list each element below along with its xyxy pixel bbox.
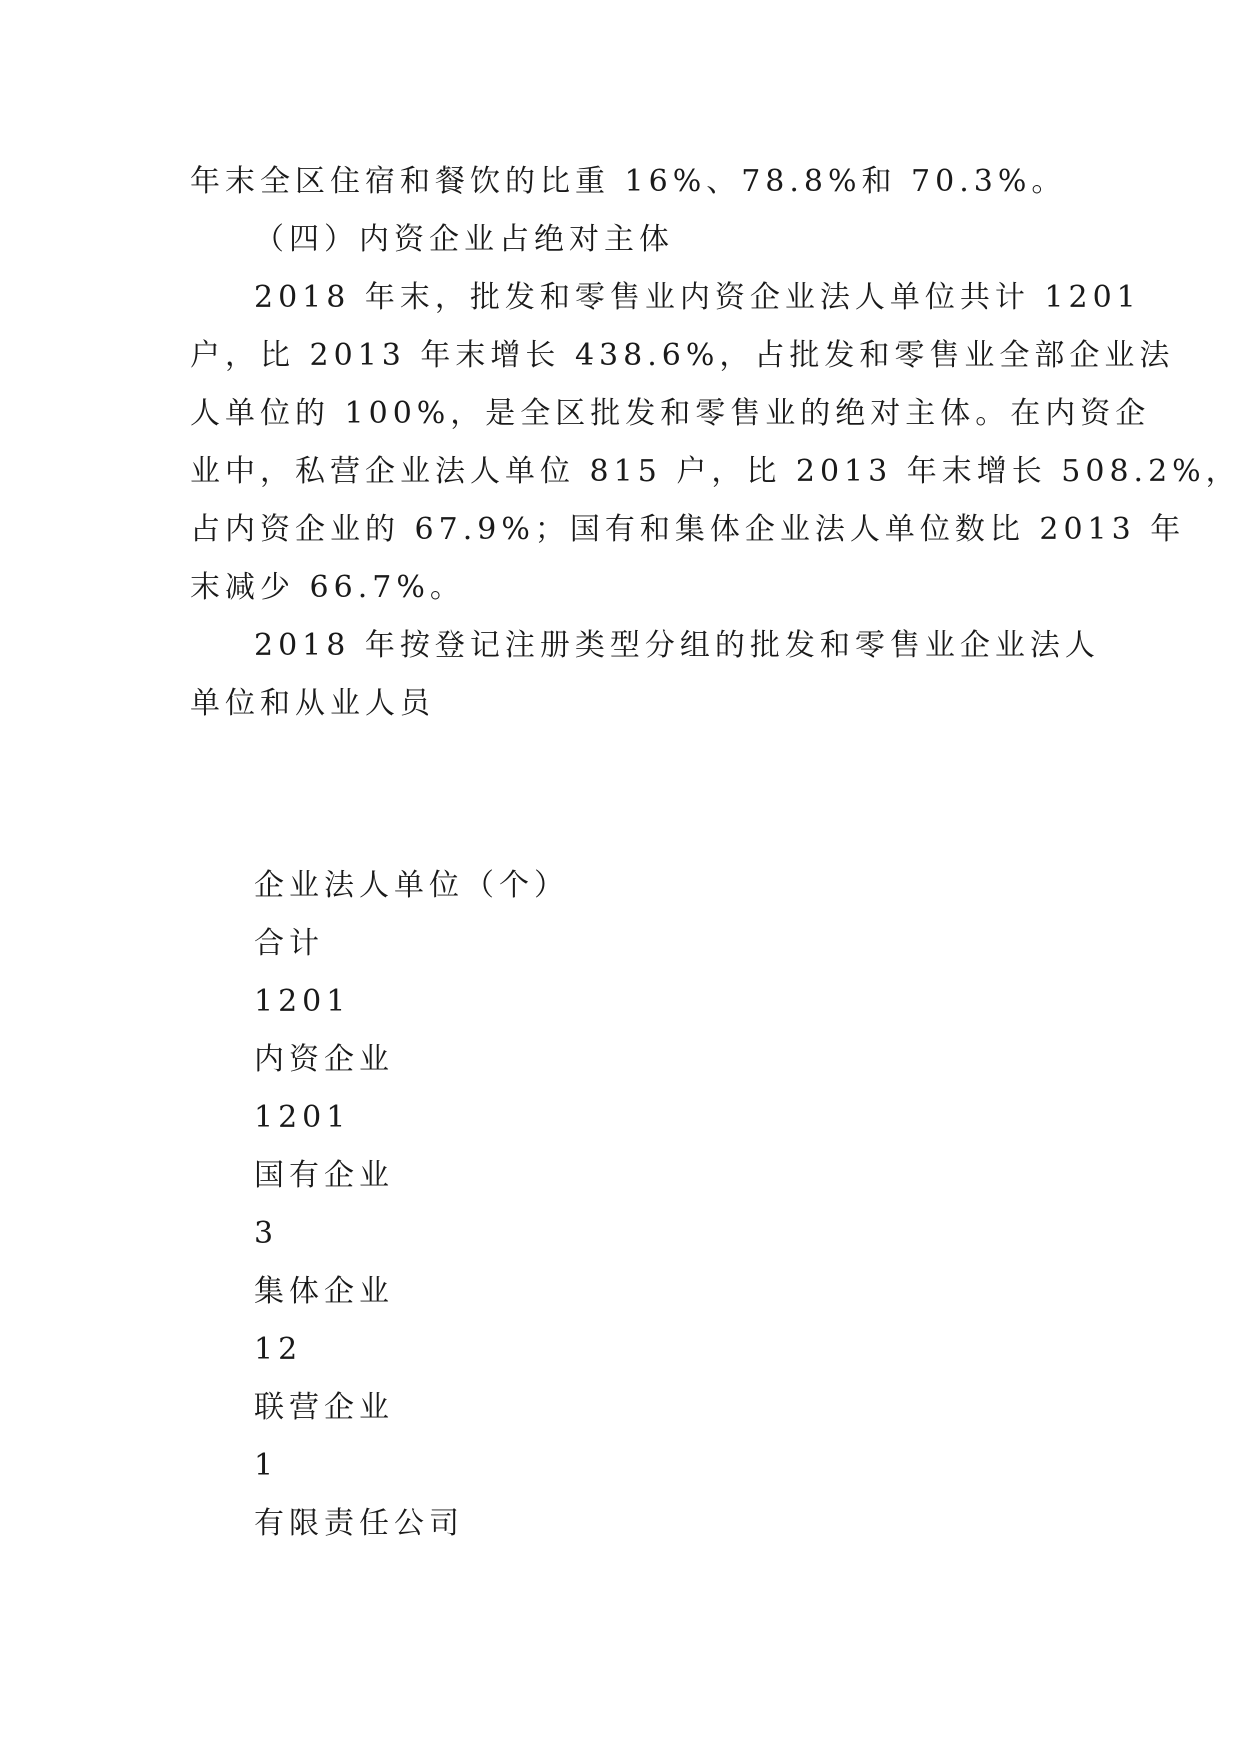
table-cell: 联营企业 xyxy=(254,1390,394,1425)
table-cell: 合计 xyxy=(254,926,324,961)
paragraph-line: 户，比 2013 年末增长 438.6%，占批发和零售业全部企业法 xyxy=(190,338,1175,373)
section-heading: （四）内资企业占绝对主体 xyxy=(254,222,674,257)
table-cell: 12 xyxy=(254,1332,303,1367)
table-header: 企业法人单位（个） xyxy=(254,868,569,903)
table-cell: 国有企业 xyxy=(254,1158,394,1193)
paragraph-line: 末减少 66.7%。 xyxy=(190,570,465,605)
table-cell: 有限责任公司 xyxy=(254,1506,464,1541)
table-caption: 单位和从业人员 xyxy=(190,686,435,721)
table-cell: 内资企业 xyxy=(254,1042,394,1077)
paragraph-line: 2018 年末，批发和零售业内资企业法人单位共计 1201 xyxy=(254,280,1141,315)
table-cell: 1201 xyxy=(254,984,351,1019)
paragraph-line: 年末全区住宿和餐饮的比重 16%、78.8%和 70.3%。 xyxy=(190,164,1067,199)
table-cell: 3 xyxy=(254,1216,279,1251)
table-caption: 2018 年按登记注册类型分组的批发和零售业企业法人 xyxy=(254,628,1100,663)
table-cell: 集体企业 xyxy=(254,1274,394,1309)
paragraph-line: 业中，私营企业法人单位 815 户，比 2013 年末增长 508.2%， xyxy=(190,454,1241,489)
paragraph-line: 占内资企业的 67.9%；国有和集体企业法人单位数比 2013 年 xyxy=(190,512,1186,547)
paragraph-line: 人单位的 100%，是全区批发和零售业的绝对主体。在内资企 xyxy=(190,396,1151,431)
table-cell: 1 xyxy=(254,1448,279,1483)
table-cell: 1201 xyxy=(254,1100,351,1135)
